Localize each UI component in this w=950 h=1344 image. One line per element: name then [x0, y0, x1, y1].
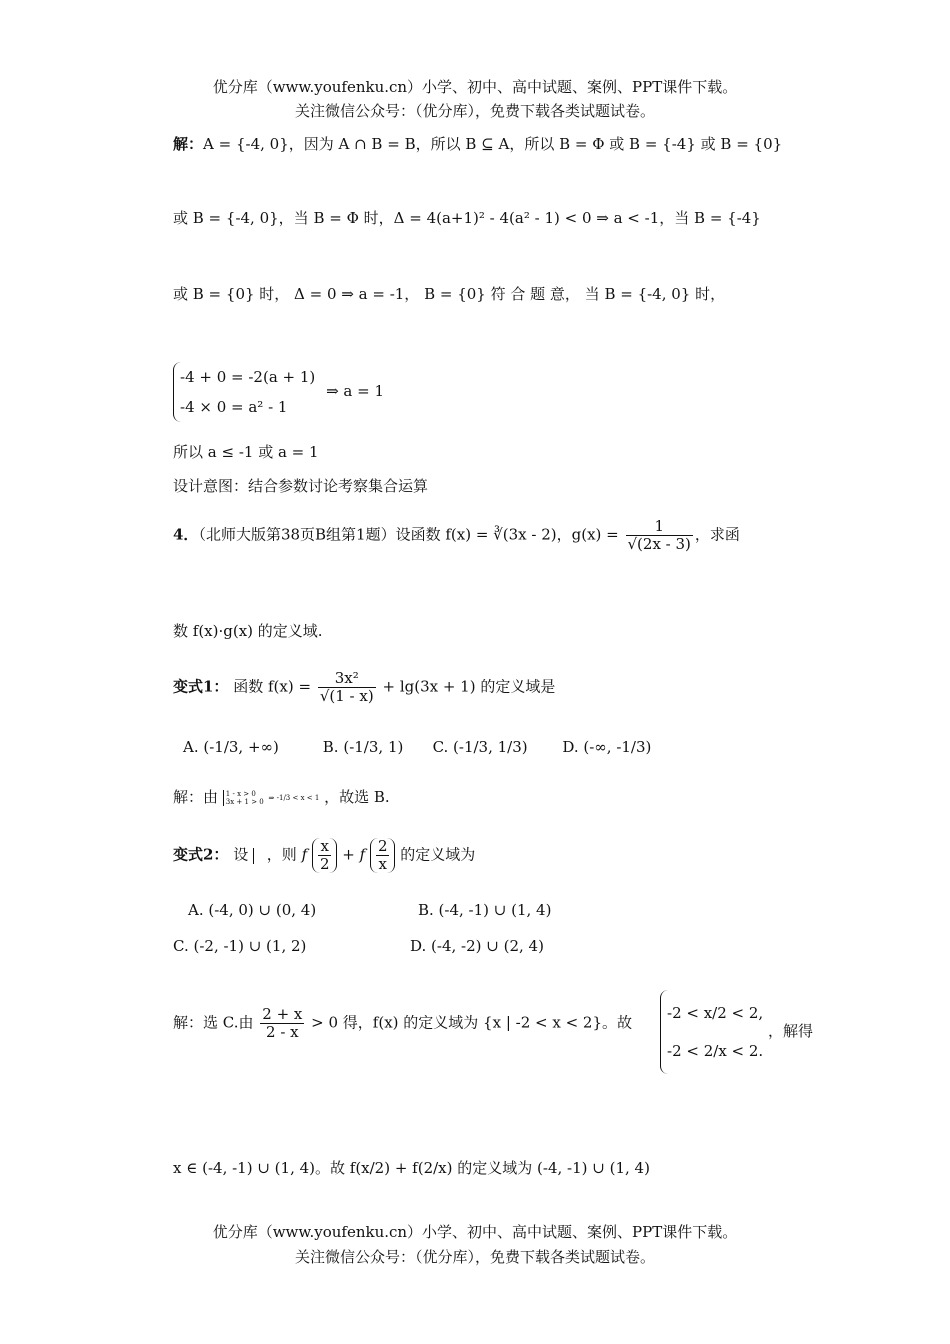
variant-2-paren-2 — [370, 838, 396, 873]
variant-2-tiny-formula — [253, 848, 262, 864]
variant-1-option-a: A. (-1/3, +∞) — [183, 738, 279, 756]
function-g-fraction — [626, 518, 693, 553]
problem-4-line-1 — [173, 518, 740, 553]
header-line-2: 关注微信公众号：（优分库），免费下载各类试题试卷。 — [294, 102, 655, 120]
equation-system — [173, 362, 384, 422]
variant-2-option-a: A. (-4, 0) ∪ (0, 4) — [188, 901, 317, 919]
equation-brace — [173, 362, 315, 422]
variant-1-option-b: B. (-1/3, 1) — [322, 738, 404, 756]
variant-2-inequality-brace — [660, 990, 763, 1074]
variant-2-inequality-1: -2 < x/2 < 2, — [667, 1004, 764, 1022]
variant-2-solution-denominator: 2 - x — [260, 1023, 304, 1041]
equation-2: -4 × 0 = a² - 1 — [180, 398, 288, 416]
variant-2-solution-numerator: 2 + x — [262, 1005, 303, 1023]
footer-line-2: 关注微信公众号：（优分库），免费下载各类试题试卷。 — [294, 1248, 655, 1266]
variant-2-f2: f — [359, 845, 366, 864]
equation-result: ⇒ a = 1 — [326, 382, 384, 400]
variant-2-stem: 变式2： 设 ，则 f $\frac{x}{2}$ + f $\frac{2}{x}$ 的定义域为 — [173, 837, 476, 873]
variant-1-option-d: D. (-∞, -1/3) — [562, 738, 652, 756]
variant-1-solution — [173, 786, 390, 807]
header-line-1: 优分库（www.youfenku.cn）小学、初中、高中试题、案例、PPT课件下载。 — [212, 78, 738, 96]
variant-1-stem-b: + lg(3x + 1) 的定义域是 — [382, 677, 556, 696]
function-g-left: ，g(x) = — [556, 525, 619, 544]
function-f: f(x) = ∛(3x - 2) — [445, 525, 557, 544]
variant-2-solution-b: > 0 得，f(x) 的定义域为 {x | -2 < x < 2}。故 — [311, 1013, 633, 1032]
conclusion: 所以 a ≤ -1 或 a = 1 — [173, 443, 319, 461]
problem-4-tail: ，求函 — [694, 525, 740, 544]
solution-label: 解： — [173, 135, 204, 153]
solution-line-1 — [173, 133, 782, 154]
variant-1-condition-1: 1 - x > 0 — [225, 790, 256, 798]
equation-1: -4 + 0 = -2(a + 1) — [180, 368, 316, 386]
variant-2-option-d: D. (-4, -2) ∪ (2, 4) — [410, 937, 544, 955]
variant-1-condition-system — [223, 790, 264, 806]
variant-1-stem — [173, 670, 555, 705]
variant-1-numerator: 3x² — [334, 669, 359, 687]
variant-2-f1: f — [301, 845, 308, 864]
footer-line-1: 优分库（www.youfenku.cn）小学、初中、高中试题、案例、PPT课件下载。 — [212, 1223, 738, 1241]
variant-2-stem-c: 的定义域为 — [400, 845, 476, 864]
variant-2-final: x ∈ (-4, -1) ∪ (1, 4)。故 f(x/2) + f(2/x) 的定义域为 (-4, -1) ∪ (1, 4) — [173, 1159, 650, 1177]
variant-2-solution-c: ，解得 — [767, 1022, 813, 1040]
design-intent: 设计意图：结合参数讨论考察集合运算 — [173, 477, 429, 495]
variant-2-stem-a: 设 — [233, 845, 249, 864]
variant-2-option-c: C. (-2, -1) ∪ (1, 2) — [173, 937, 307, 955]
variant-1-denominator: √(1 - x) — [319, 687, 374, 705]
variant-2-two-b: 2 — [377, 837, 388, 855]
variant-1-option-c: C. (-1/3, 1/3) — [432, 738, 528, 756]
solution-line-3: 或 B = {0} 时， Δ = 0 ⇒ a = -1， B = {0} 符 合 题 意， 当 B = {-4, 0} 时， — [173, 285, 726, 303]
problem-4-line-2: 数 f(x)·g(x) 的定义域. — [173, 622, 323, 640]
variant-2-inequality-2: -2 < 2/x < 2. — [667, 1042, 764, 1060]
variant-1-solution-a: 解：由 — [173, 788, 219, 806]
variant-2-solution — [173, 1006, 632, 1041]
variant-1-options — [183, 738, 651, 756]
variant-2-x-b: x — [376, 855, 390, 873]
variant-1-fraction — [318, 670, 376, 705]
variant-1-solution-b: ，故选 B. — [324, 788, 390, 806]
variant-1-label: 变式1： — [173, 677, 229, 696]
variant-1-stem-a: 函数 f(x) = — [233, 677, 312, 696]
variant-1-condition-2: 3x + 1 > 0 — [225, 798, 264, 806]
solution-text-1: A = {-4, 0}，因为 A ∩ B = B，所以 B ⊆ A，所以 B = Φ 或 B = {-4} 或 B = {0} — [203, 135, 783, 153]
solution-line-2: 或 B = {-4, 0}，当 B = Φ 时，Δ = 4(a+1)² - 4(a² - 1) < 0 ⇒ a < -1，当 B = {-4} — [173, 209, 761, 227]
variant-2-solution-fraction — [260, 1006, 304, 1041]
variant-2-inequality-system — [660, 990, 813, 1074]
problem-4-source: （北师大版第38页B组第1题）设函数 — [198, 525, 441, 544]
variant-2-x: x — [320, 837, 329, 855]
variant-2-label: 变式2： — [173, 845, 229, 864]
variant-2-solution-a: 解：选 C.由 — [173, 1013, 254, 1032]
variant-1-condition-result: ⇒ -1/3 < x < 1 — [268, 794, 320, 802]
problem-4-number: 4． — [173, 525, 199, 544]
function-g-denominator: √(2x - 3) — [627, 535, 691, 553]
variant-2-option-b: B. (-4, -1) ∪ (1, 4) — [418, 901, 552, 919]
variant-2-two-a: 2 — [319, 855, 330, 873]
variant-2-paren-1 — [312, 838, 338, 873]
function-g-numerator: 1 — [654, 517, 664, 535]
variant-2-stem-b: ，则 — [266, 845, 297, 864]
